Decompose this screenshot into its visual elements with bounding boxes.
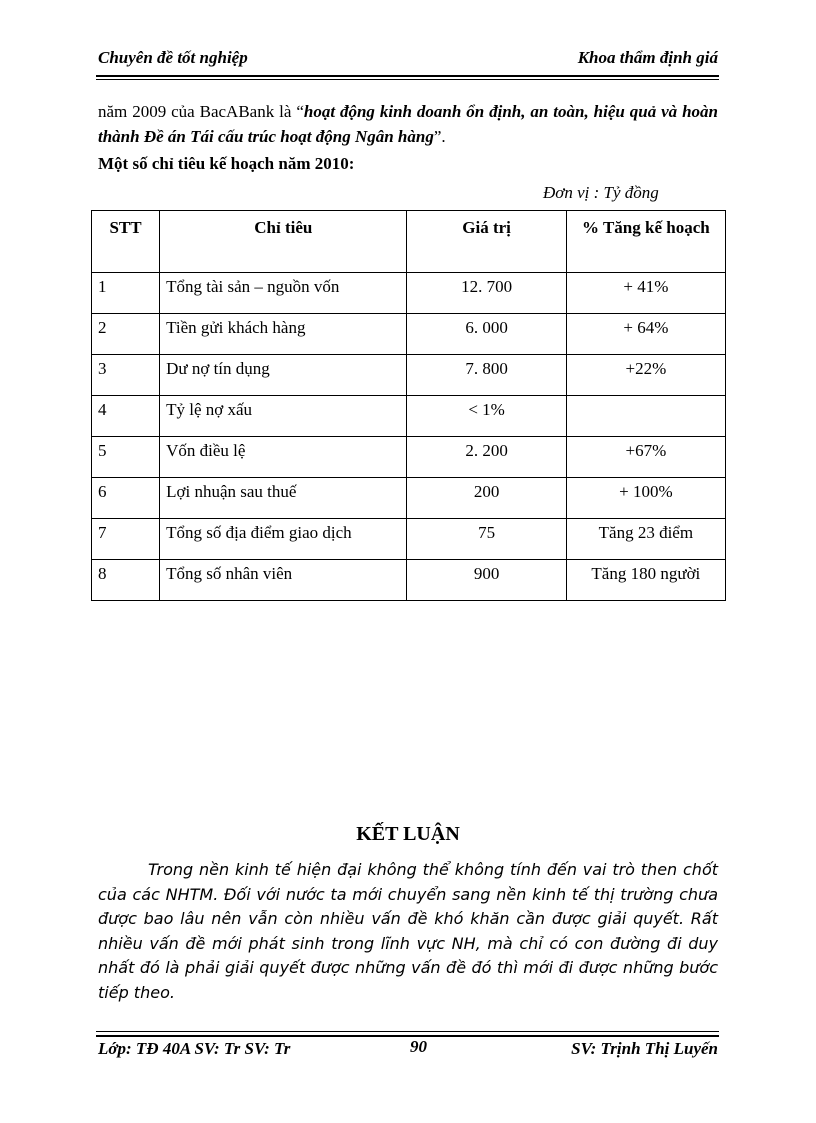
cell-stt: 4 xyxy=(92,396,160,437)
header-value: Giá trị xyxy=(407,211,566,273)
page-header xyxy=(98,48,718,72)
cell-pct: +67% xyxy=(566,437,725,478)
cell-pct xyxy=(566,396,725,437)
cell-value: 7. 800 xyxy=(407,355,566,396)
cell-indicator: Lợi nhuận sau thuế xyxy=(160,478,407,519)
cell-stt: 8 xyxy=(92,560,160,601)
cell-value: 75 xyxy=(407,519,566,560)
conclusion-paragraph: Trong nền kinh tế hiện đại không thể không tính đến vai trò then chốt của các NHTM. Đối với nước ta mới chuyển sang nền kinh tế thị trường chưa được bao lâu nên vẫn còn nhiều vấn đề khó khăn cần được giải quyết. Rất nhiều vấn đề mới phát sinh trong lĩnh vực NH, mà chỉ có con đường đi duy nhất đó là phải giải quyết được những vấn đề đó thì mới đi được những bước tiếp theo. xyxy=(98,860,718,1002)
footer-student: SV: Trịnh Thị Luyến xyxy=(571,1039,718,1058)
cell-stt: 3 xyxy=(92,355,160,396)
cell-pct: Tăng 23 điểm xyxy=(566,519,725,560)
header-rule-thin xyxy=(96,79,719,80)
cell-stt: 6 xyxy=(92,478,160,519)
cell-stt: 1 xyxy=(92,273,160,314)
table-header-row xyxy=(92,211,726,273)
cell-indicator: Tổng số địa điểm giao dịch xyxy=(160,519,407,560)
cell-stt: 5 xyxy=(92,437,160,478)
conclusion-title: KẾT LUẬN xyxy=(356,823,460,845)
cell-value: 2. 200 xyxy=(407,437,566,478)
header-indicator: Chỉ tiêu xyxy=(160,211,407,273)
intro-emphasis: hoạt động kinh doanh ổn định, an toàn, hiệu quả và hoàn thành Đề án Tái cấu trúc hoạt động Ngân hàng xyxy=(98,102,718,146)
cell-indicator: Dư nợ tín dụng xyxy=(160,355,407,396)
header-thesis-title: Chuyên đề tốt nghiệp xyxy=(98,48,248,67)
cell-pct: + 41% xyxy=(566,273,725,314)
header-rule xyxy=(96,75,719,77)
cell-indicator: Vốn điều lệ xyxy=(160,437,407,478)
cell-stt: 2 xyxy=(92,314,160,355)
page-footer xyxy=(98,1039,718,1063)
footer-rule-thin xyxy=(96,1031,719,1032)
intro-paragraph xyxy=(98,99,718,149)
page-number: 90 xyxy=(410,1037,427,1056)
cell-indicator: Tỷ lệ nợ xấu xyxy=(160,396,407,437)
table-row xyxy=(92,396,726,437)
footer-class: Lớp: TĐ 40A SV: Tr SV: Tr xyxy=(98,1039,291,1058)
cell-pct: Tăng 180 người xyxy=(566,560,725,601)
table-row xyxy=(92,560,726,601)
table-row xyxy=(92,437,726,478)
cell-value: < 1% xyxy=(407,396,566,437)
cell-value: 12. 700 xyxy=(407,273,566,314)
header-faculty: Khoa thẩm định giá xyxy=(577,48,718,67)
cell-indicator: Tổng tài sản – nguồn vốn xyxy=(160,273,407,314)
header-pct: % Tăng kế hoạch xyxy=(566,211,725,273)
cell-value: 200 xyxy=(407,478,566,519)
cell-value: 6. 000 xyxy=(407,314,566,355)
cell-indicator: Tiền gửi khách hàng xyxy=(160,314,407,355)
cell-value: 900 xyxy=(407,560,566,601)
header-stt: STT xyxy=(92,211,160,273)
cell-stt: 7 xyxy=(92,519,160,560)
cell-pct: + 64% xyxy=(566,314,725,355)
footer-rule xyxy=(96,1035,719,1037)
table-row xyxy=(92,478,726,519)
table-row xyxy=(92,355,726,396)
cell-indicator: Tổng số nhân viên xyxy=(160,560,407,601)
cell-pct: +22% xyxy=(566,355,725,396)
table-row xyxy=(92,314,726,355)
table-row xyxy=(92,273,726,314)
unit-label: Đơn vị : Tỷ đồng xyxy=(543,183,659,202)
plan-table xyxy=(91,210,726,601)
cell-pct: + 100% xyxy=(566,478,725,519)
intro-suffix: ”. xyxy=(433,127,446,146)
table-row xyxy=(92,519,726,560)
intro-prefix: năm 2009 của BacABank là “ xyxy=(98,102,304,121)
plan-subheading: Một số chỉ tiêu kế hoạch năm 2010: xyxy=(98,154,355,173)
